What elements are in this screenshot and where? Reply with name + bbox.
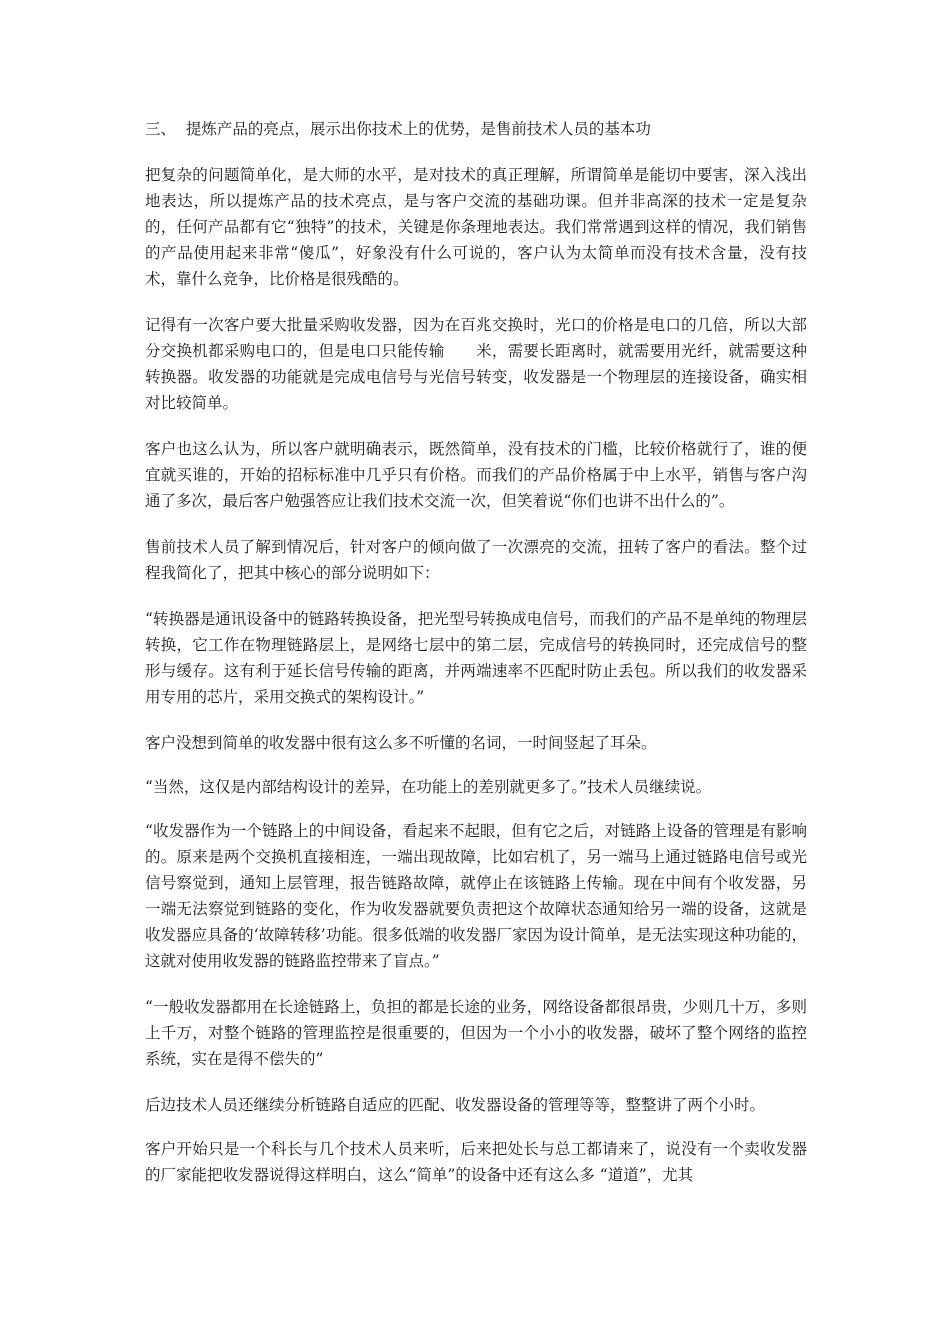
paragraph-7: “当然，这仅是内部结构设计的差异，在功能上的差别就更多了。”技术人员继续说。 xyxy=(145,778,712,796)
paragraph-9: “一般收发器都用在长途链路上，负担的都是长途的业务，网络设备都很昂贵，少则几十万，多则上千万，对整个链路的管理监控是很重要的，但因为一个小小的收发器，破坏了整个网络的监控系统，实在是得不偿失的” xyxy=(145,998,807,1068)
paragraph-2: 记得有一次客户要大批量采购收发器，因为在百兆交换时，光口的价格是电口的几倍，所以大部分交换机都采购电口的，但是电口只能传输 米，需要长距离时，就需要用光纤，就需要这种转换器。收发器的功能就是完成电信号与光信号转变，收发器是一个物理层的连接设备，确实相对比较简单。 xyxy=(145,316,807,412)
paragraph-11: 客户开始只是一个科长与几个技术人员来听，后来把处长与总工都请来了，说没有一个卖收发器的厂家能把收发器说得这样明白，这么“简单”的设备中还有这么多 “道道”，尤其 xyxy=(145,1140,807,1184)
paragraph-8: “收发器作为一个链路上的中间设备，看起来不起眼，但有它之后，对链路上设备的管理是有影响的。原来是两个交换机直接相连，一端出现故障，比如宕机了，另一端马上通过链路电信号或光信号察觉到，通知上层管理，报告链路故障，就停止在该链路上传输。现在中间有个收发器，另一端无法察觉到链路的变化，作为收发器就要负责把这个故障状态通知给另一端的设备，这就是收发器应具备的‘故障转移’功能。很多低端的收发器厂家因为设计简单，是无法实现这种功能的，这就对使用收发器的链路监控带来了盲点。” xyxy=(145,822,807,970)
section-heading: 三、 提炼产品的亮点，展示出你技术上的优势，是售前技术人员的基本功 xyxy=(145,120,651,138)
paragraph-1: 把复杂的问题简单化，是大师的水平，是对技术的真正理解，所谓简单是能切中要害，深入浅出地表达，所以提炼产品的技术亮点，是与客户交流的基础功课。但并非高深的技术一定是复杂的，任何产品都有它“独特”的技术，关键是你条理地表达。我们常常遇到这样的情况，我们销售的产品使用起来非常“傻瓜”，好象没有什么可说的，客户认为太简单而没有技术含量，没有技术，靠什么竞争，比价格是很残酷的。 xyxy=(145,166,807,288)
paragraph-6: 客户没想到简单的收发器中很有这么多不听懂的名词，一时间竖起了耳朵。 xyxy=(145,734,657,752)
paragraph-4: 售前技术人员了解到情况后，针对客户的倾向做了一次漂亮的交流，扭转了客户的看法。整个过程我简化了，把其中核心的部分说明如下： xyxy=(145,538,807,582)
paragraph-5: “转换器是通讯设备中的链路转换设备，把光型号转换成电信号，而我们的产品不是单纯的物理层转换，它工作在物理链路层上，是网络七层中的第二层，完成信号的转换同时，还完成信号的整形与缓存。这有利于延长信号传输的距离，并两端速率不匹配时防止丢包。所以我们的收发器采用专用的芯片，采用交换式的架构设计。” xyxy=(145,610,807,706)
document-page xyxy=(145,116,807,1208)
paragraph-10: 后边技术人员还继续分析链路自适应的匹配、收发器设备的管理等等，整整讲了两个小时。 xyxy=(145,1096,766,1114)
paragraph-3: 客户也这么认为，所以客户就明确表示，既然简单，没有技术的门槛，比较价格就行了，谁的便宜就买谁的，开始的招标标准中几乎只有价格。而我们的产品价格属于中上水平，销售与客户沟通了多次，最后客户勉强答应让我们技术交流一次，但笑着说“你们也讲不出什么的”。 xyxy=(145,440,807,510)
